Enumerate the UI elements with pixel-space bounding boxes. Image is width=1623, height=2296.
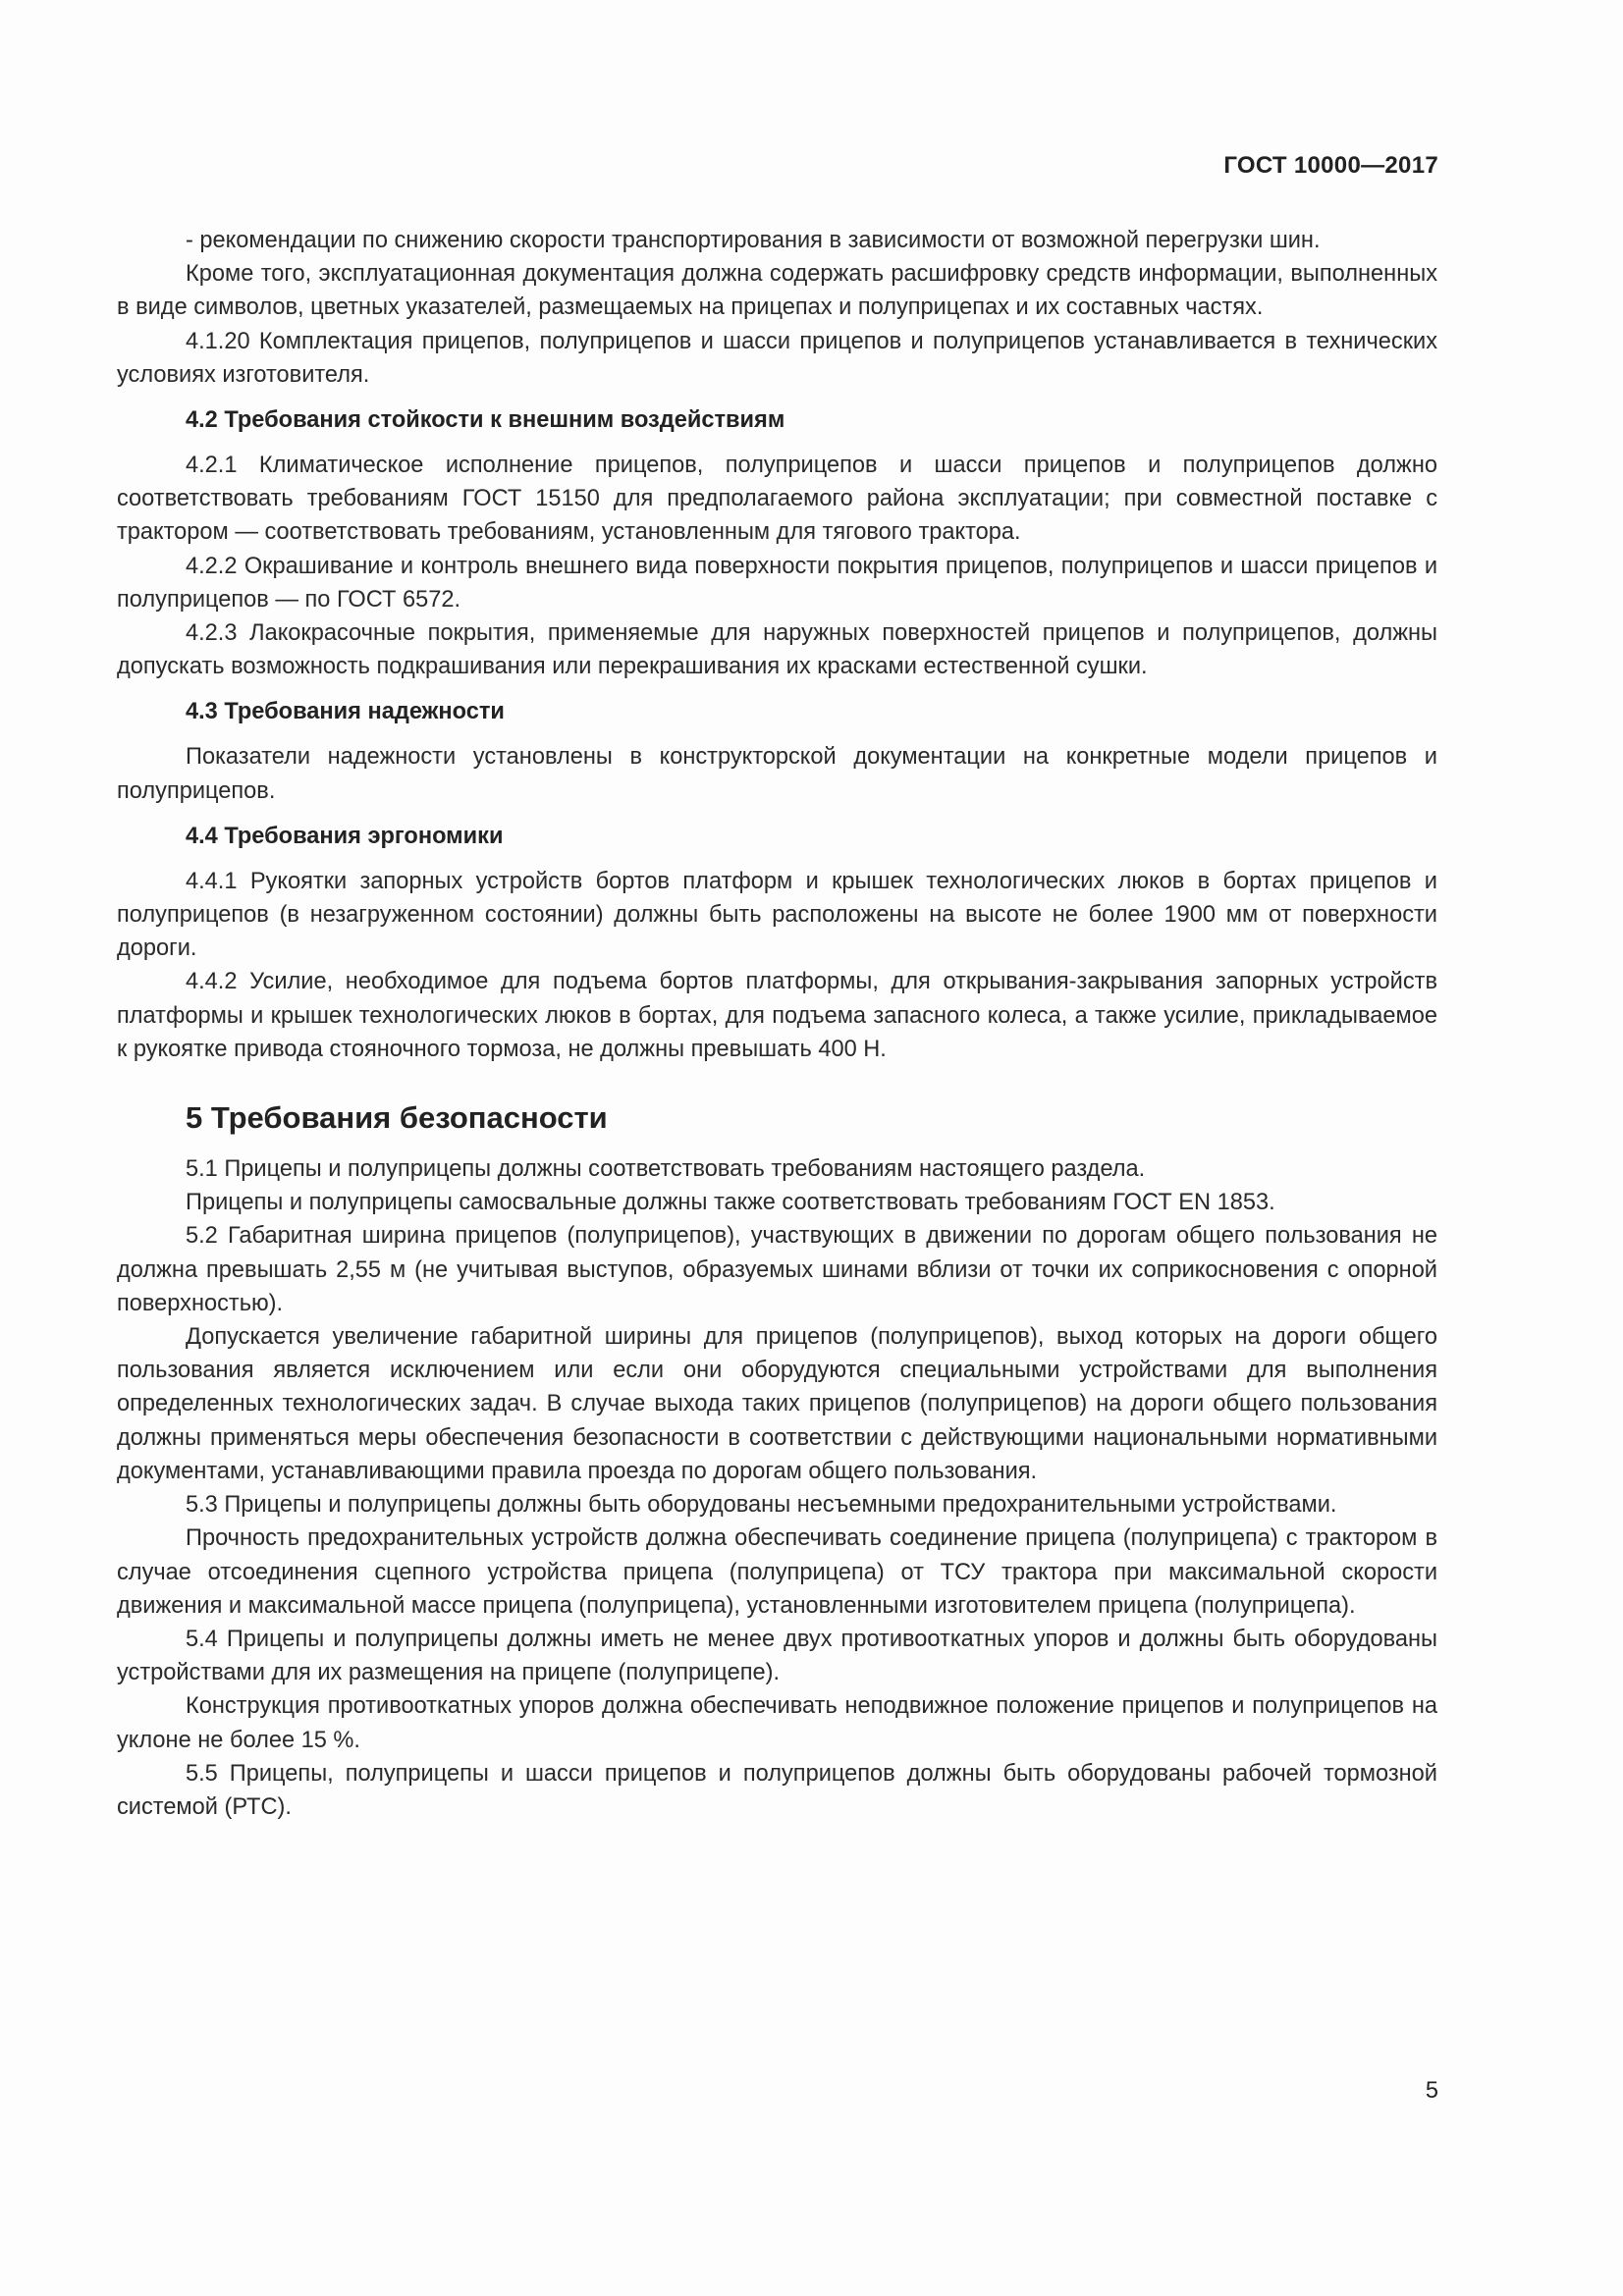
paragraph: - рекомендации по снижению скорости транспортирования в зависимости от возможной перегрузки шин.: [186, 228, 1321, 253]
paragraph: Прочность предохранительных устройств должна обеспечивать соединение прицепа (полуприцепа) с трактором в случае отсоединения сцепного устройства прицепа (полуприцепа) от ТСУ трактора при максимальной скорости движения и максимальной массе прицепа (полуприцепа), установленными изготовителем прицепа (полуприцепа).: [117, 1525, 1437, 1619]
paragraph: 5.3 Прицепы и полуприцепы должны быть оборудованы несъемными предохранительными устройствами.: [186, 1492, 1337, 1519]
subsection-heading-4-4: 4.4 Требования эргономики: [186, 823, 504, 849]
paragraph: 5.2 Габаритная ширина прицепов (полуприцепов), участвующих в движении по дорогам общего пользования не должна превышать 2,55 м (не учитывая выступов, образуемых шинами вблизи от точки их соприкосновения с опорной поверхностью).: [117, 1223, 1437, 1316]
paragraph: 4.2.1 Климатическое исполнение прицепов, полуприцепов и шасси прицепов и полуприцепов должно соответствовать требованиям ГОСТ 15150 для предполагаемого района эксплуатации; при совместной поставке с трактором — соответствовать требованиям, установленным для тягового трактора.: [117, 453, 1437, 546]
paragraph: Допускается увеличение габаритной ширины для прицепов (полуприцепов), выход которых на дороги общего пользования является исключением или если они оборудуются специальными устройствами для выполнения определенных технологических задач. В случае выхода таких прицепов (полуприцепов) на дороги общего пользования должны применяться меры обеспечения безопасности в соответствии с действующими национальными нормативными документами, устанавливающими правила проезда по дорогам общего пользования.: [117, 1324, 1437, 1484]
subsection-heading-4-2: 4.2 Требования стойкости к внешним воздействиям: [186, 407, 785, 434]
page-number: 5: [1425, 2078, 1438, 2104]
paragraph: Кроме того, эксплуатационная документация должна содержать расшифровку средств информации, выполненных в виде символов, цветных указателей, размещаемых на прицепах и полуприцепах и их составных частях.: [117, 261, 1437, 321]
paragraph: Конструкция противооткатных упоров должна обеспечивать неподвижное положение прицепов и полуприцепов на уклоне не более 15 %.: [117, 1693, 1437, 1753]
paragraph: 5.4 Прицепы и полуприцепы должны иметь не менее двух противооткатных упоров и должны быть оборудованы устройствами для их размещения на прицепе (полуприцепе).: [117, 1626, 1437, 1686]
paragraph: 4.4.1 Рукоятки запорных устройств бортов платформ и крышек технологических люков в бортах прицепов и полуприцепов (в незагруженном состоянии) должны быть расположены на высоте не более 1900 мм от поверхности дороги.: [117, 868, 1437, 962]
document-body: [117, 224, 1437, 1824]
paragraph: 4.1.20 Комплектация прицепов, полуприцепов и шасси прицепов и полуприцепов устанавливается в технических условиях изготовителя.: [117, 328, 1437, 388]
section-heading-5: 5 Требования безопасности: [186, 1100, 608, 1136]
paragraph: Прицепы и полуприцепы самосвальные должны также соответствовать требованиям ГОСТ EN 1853.: [186, 1190, 1275, 1216]
paragraph: 4.2.3 Лакокрасочные покрытия, применяемые для наружных поверхностей прицепов и полуприцепов, должны допускать возможность подкрашивания или перекрашивания их красками естественной сушки.: [117, 620, 1437, 680]
paragraph: 4.2.2 Окрашивание и контроль внешнего вида поверхности покрытия прицепов, полуприцепов и шасси прицепов и полуприцепов — по ГОСТ 6572.: [117, 553, 1437, 613]
paragraph: Показатели надежности установлены в конструкторской документации на конкретные модели прицепов и полуприцепов.: [117, 744, 1437, 804]
subsection-heading-4-3: 4.3 Требования надежности: [186, 699, 505, 725]
document-header-title: ГОСТ 10000—2017: [1223, 152, 1438, 179]
paragraph: 5.5 Прицепы, полуприцепы и шасси прицепов и полуприцепов должны быть оборудованы рабочей тормозной системой (РТС).: [117, 1760, 1437, 1820]
paragraph: 4.4.2 Усилие, необходимое для подъема бортов платформы, для открывания-закрывания запорных устройств платформы и крышек технологических люков в бортах, для подъема запасного колеса, а также усилие, прикладываемое к рукоятке привода стояночного тормоза, не должны превышать 400 Н.: [117, 969, 1437, 1062]
paragraph: 5.1 Прицепы и полуприцепы должны соответствовать требованиям настоящего раздела.: [186, 1156, 1146, 1183]
